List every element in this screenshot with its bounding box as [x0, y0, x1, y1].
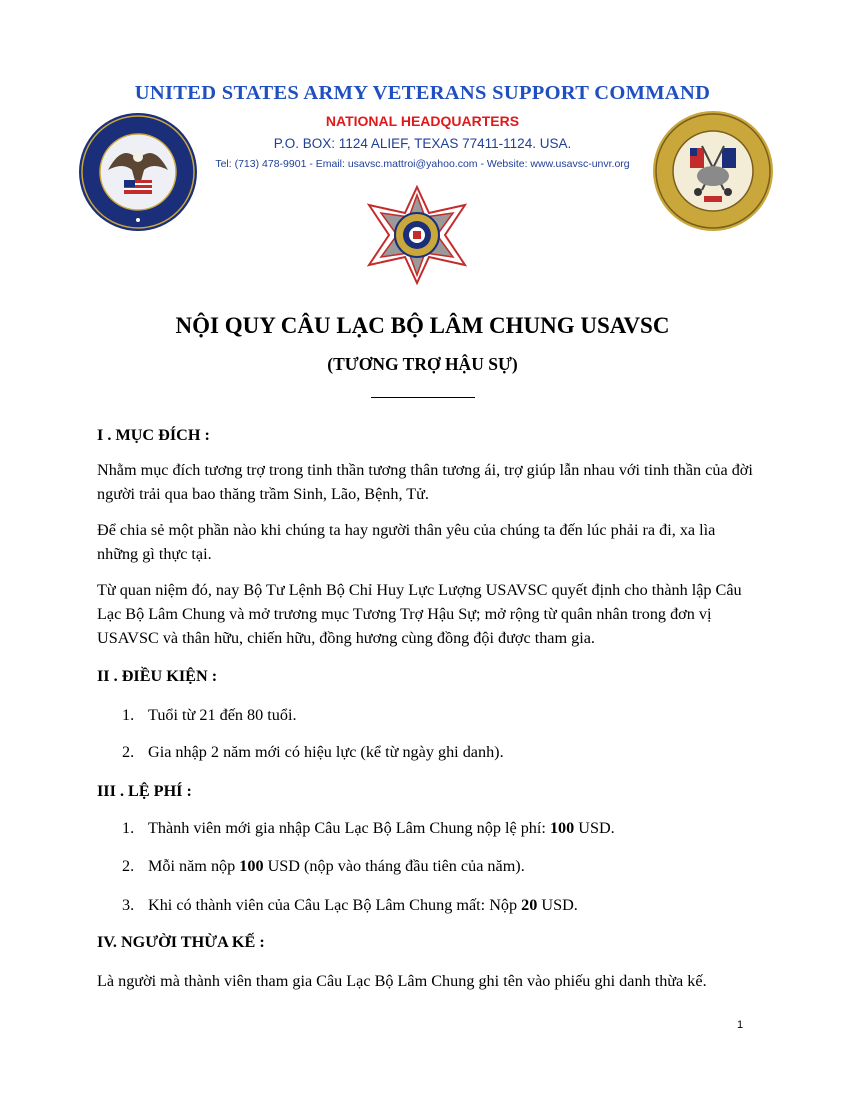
- purpose-paragraph-3: Từ quan niệm đó, nay Bộ Tư Lệnh Bộ Chỉ Huy Lực Lượng USAVSC quyết định cho thành lập Câu Lạc Bộ Lâm Chung và mở trương mục Tương Trợ Hậu Sự; mở rộng từ quân nhân trong đơn vị USAVSC và thân hữu, chiến hữu, đồng hương cùng đồng đội được tham gia.: [97, 581, 742, 647]
- list-text: USD (nộp vào tháng đầu tiên của năm).: [263, 857, 525, 875]
- list-text: Khi có thành viên của Câu Lạc Bộ Lâm Chung mất: Nộp: [148, 896, 522, 914]
- va-emblem-icon: [367, 185, 467, 285]
- purpose-paragraph-2: Để chia sẻ một phần nào khi chúng ta hay người thân yêu của chúng ta đến lúc phải ra đi, xa lìa những gì thực tại.: [97, 521, 716, 563]
- headquarters-label: NATIONAL HEADQUARTERS: [325, 113, 520, 129]
- fee-amount: 20: [521, 896, 538, 914]
- contact-line: Tel: (713) 478-9901 - Email: usavsc.mattroi@yahoo.com - Website: www.usavsc-unvr.org: [215, 158, 630, 170]
- list-number: 2.: [122, 857, 135, 875]
- fee-amount: 100: [239, 857, 264, 875]
- postal-address: P.O. BOX: 1124 ALIEF, TEXAS 77411-1124. USA.: [273, 136, 572, 151]
- page-number: 1: [737, 1019, 744, 1031]
- section-heading-heir: IV. NGƯỜI THỪA KẾ :: [97, 933, 265, 951]
- section-heading-conditions: II . ĐIỀU KIỆN :: [97, 667, 218, 685]
- document-subtitle: (TƯƠNG TRỢ HẬU SỰ): [327, 354, 518, 374]
- section-heading-fees: III . LỆ PHÍ :: [97, 782, 192, 800]
- list-text: Tuổi từ 21 đến 80 tuổi.: [148, 706, 297, 724]
- list-number: 1.: [122, 819, 135, 837]
- list-text: USD.: [537, 896, 578, 914]
- title-divider: [371, 397, 475, 398]
- list-item: [122, 743, 504, 762]
- list-text: Mỗi năm nộp: [148, 857, 240, 875]
- list-number: 1.: [122, 706, 135, 724]
- list-item: [122, 857, 525, 876]
- list-text: USD.: [574, 819, 615, 837]
- list-text: Gia nhập 2 năm mới có hiệu lực (kể từ ngày ghi danh).: [148, 743, 504, 761]
- document-title: NỘI QUY CÂU LẠC BỘ LÂM CHUNG USAVSC: [175, 313, 670, 338]
- list-item: [122, 706, 297, 725]
- fee-amount: 100: [549, 819, 575, 837]
- organization-name: UNITED STATES ARMY VETERANS SUPPORT COMMAND: [134, 82, 711, 104]
- heir-paragraph: Là người mà thành viên tham gia Câu Lạc Bộ Lâm Chung ghi tên vào phiếu ghi danh thừa kế.: [97, 972, 707, 990]
- list-number: 3.: [122, 896, 135, 914]
- list-text: Thành viên mới gia nhập Câu Lạc Bộ Lâm Chung nộp lệ phí:: [148, 819, 550, 837]
- purpose-paragraph-1: Nhằm mục đích tương trợ trong tinh thần tương thân tương ái, trợ giúp lẫn nhau với tinh thần của đời người trải qua bao thăng trầm Sinh, Lão, Bệnh, Tử.: [97, 461, 753, 503]
- list-item: [122, 819, 615, 838]
- list-item: [122, 896, 578, 915]
- eagle-seal-icon: [78, 112, 198, 232]
- list-number: 2.: [122, 743, 135, 761]
- section-heading-purpose: I . MỤC ĐÍCH :: [97, 426, 210, 444]
